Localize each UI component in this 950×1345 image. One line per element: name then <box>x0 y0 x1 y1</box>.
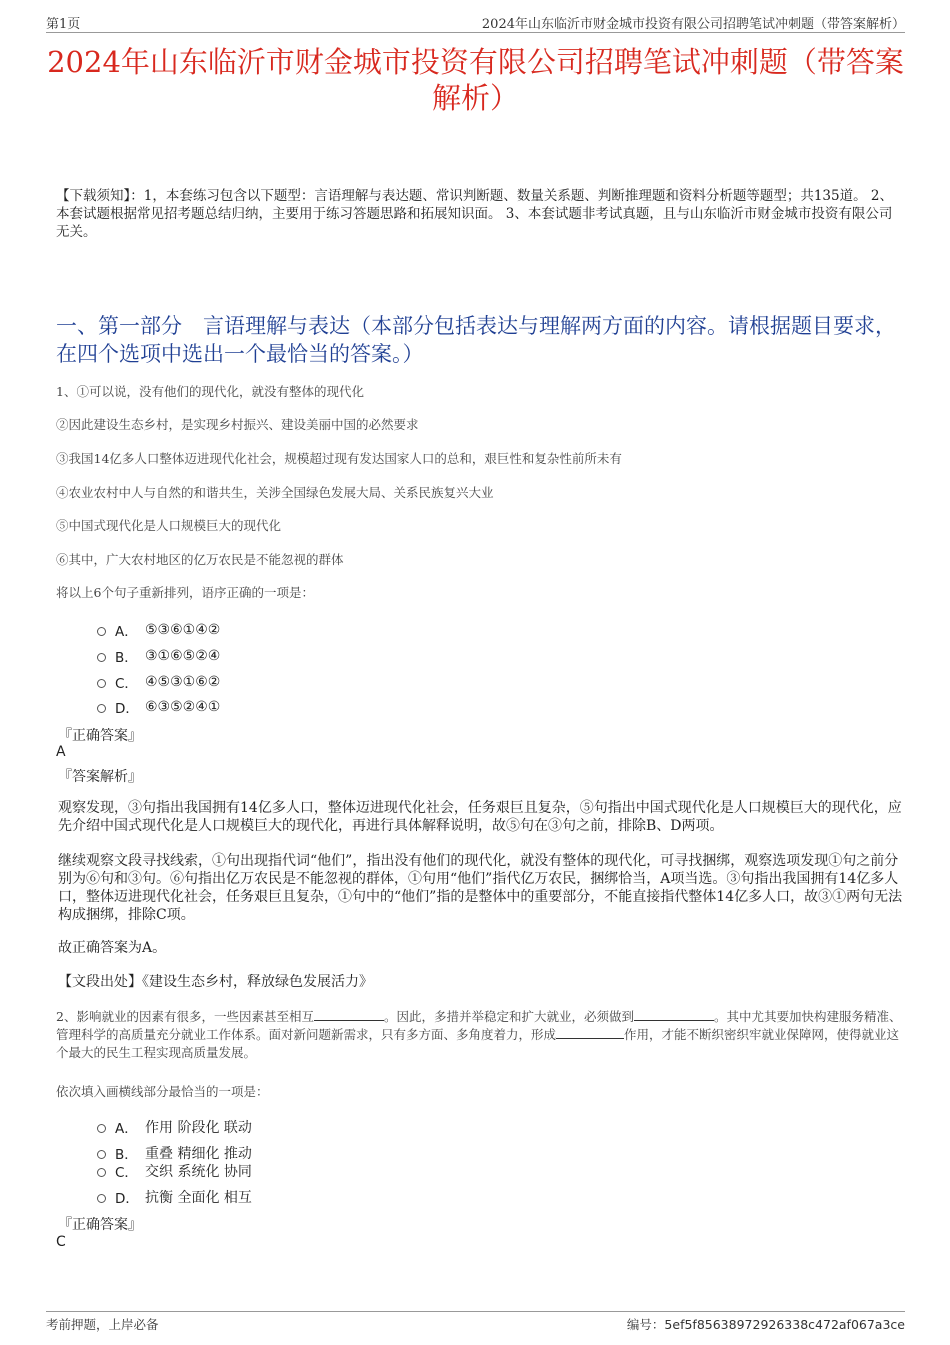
q1-analysis-heading: 『答案解析』 <box>58 769 142 785</box>
q1-line-4: ④农业农村中人与自然的和谐共生，关涉全国绿色发展大局、关系民族复兴大业 <box>56 485 494 500</box>
option-text: 作用 阶段化 联动 <box>145 1120 252 1136</box>
q2-option-c[interactable] <box>97 1161 252 1181</box>
q2-option-b[interactable] <box>97 1143 252 1163</box>
q2-option-d[interactable] <box>97 1187 252 1207</box>
q2-answer-heading: 『正确答案』 <box>58 1217 142 1233</box>
q2-prompt: 依次填入画横线部分最恰当的一项是： <box>56 1084 269 1099</box>
q2-stem <box>56 1008 902 1062</box>
q1-answer: A <box>56 744 66 760</box>
q1-option-b[interactable] <box>97 646 220 666</box>
q1-answer-heading: 『正确答案』 <box>58 728 142 744</box>
footer-divider <box>46 1311 905 1312</box>
q1-line-2: ②因此建设生态乡村，是实现乡村振兴、建设美丽中国的必然要求 <box>56 417 419 432</box>
option-label: C． <box>115 1165 138 1181</box>
radio-icon[interactable] <box>97 1168 106 1177</box>
q1-analysis-paragraph-1: 观察发现，③句指出我国拥有14亿多人口，整体迈进现代化社会，任务艰巨且复杂，⑤句指出中国式现代化是人口规模巨大的现代化，应先介绍中国式现代化是人口规模巨大的现代化，再进行具体解释说明，故⑤句在③句之前，排除B、D两项。 <box>58 800 902 834</box>
running-header-title: 2024年山东临沂市财金城市投资有限公司招聘笔试冲刺题（带答案解析） <box>481 17 905 32</box>
q1-source: 【文段出处】《建设生态乡村，释放绿色发展活力》 <box>58 974 373 990</box>
page-number: 第1页 <box>46 17 81 32</box>
radio-icon[interactable] <box>97 704 106 713</box>
option-label: B． <box>115 650 138 666</box>
radio-icon[interactable] <box>97 679 106 688</box>
footer-code-value: 5ef5f85638972926338c472af067a3ce <box>664 1317 905 1332</box>
option-text: ④⑤③①⑥② <box>145 674 221 690</box>
q1-option-c[interactable] <box>97 672 220 692</box>
q1-line-1: 1、①可以说，没有他们的现代化，就没有整体的现代化 <box>56 384 364 399</box>
footer-code <box>627 1315 905 1333</box>
option-text: 重叠 精细化 推动 <box>145 1146 252 1162</box>
q1-analysis-conclusion: 故正确答案为A。 <box>58 940 167 956</box>
blank-1 <box>314 1008 384 1021</box>
q1-option-a[interactable] <box>97 620 220 640</box>
header-divider <box>46 32 905 33</box>
option-label: A． <box>115 624 138 640</box>
option-label: D． <box>115 1191 139 1207</box>
q1-prompt: 将以上6个句子重新排列，语序正确的一项是： <box>56 585 314 600</box>
option-text: ③①⑥⑤②④ <box>145 648 221 664</box>
q1-line-5: ⑤中国式现代化是人口规模巨大的现代化 <box>56 518 282 533</box>
option-text: ⑥③⑤②④① <box>145 699 221 715</box>
radio-icon[interactable] <box>97 1194 106 1203</box>
q1-line-6: ⑥其中，广大农村地区的亿万农民是不能忽视的群体 <box>56 552 344 567</box>
blank-2 <box>634 1008 714 1021</box>
download-notice: 【下载须知】：1，本套练习包含以下题型：言语理解与表达题、常识判断题、数量关系题、判断推理题和资料分析题等题型；共135道。 2、本套试题根据常见招考题总结归纳，主要用于练习答题思路和拓展知识面。 3、本套试题非考试真题，且与山东临沂市财金城市投资有限公司无关。 <box>56 188 893 240</box>
radio-icon[interactable] <box>97 1150 106 1159</box>
q1-line-3: ③我国14亿多人口整体迈进现代化社会，规模超过现有发达国家人口的总和，艰巨性和复杂性前所未有 <box>56 451 622 466</box>
radio-icon[interactable] <box>97 627 106 636</box>
q2-stem-part-4: 作用，才能不断织密织牢就业保障网，使得就业这个最大的民生工程实现高质量发展。 <box>56 1027 900 1060</box>
q2-answer: C <box>56 1234 66 1250</box>
option-label: A． <box>115 1121 138 1137</box>
q2-stem-part-1: 2、影响就业的因素有很多，一些因素甚至相互 <box>56 1009 314 1024</box>
q1-analysis-paragraph-2: 继续观察文段寻找线索，①句出现指代词“他们”，指出没有他们的现代化，就没有整体的现代化，可寻找捆绑，观察选项发现①句之前分别为⑥句和③句。⑥句指出亿万农民是不能忽视的群体，①句用“他们”指代亿万农民，捆绑恰当，A项当选。③句指出我国拥有14亿多人口，整体迈进现代化社会，任务艰巨且复杂，①句中的“他们”指的是整体中的重要部分，不能直接指代整体14亿多人口，故③①两句无法构成捆绑，排除C项。 <box>58 853 903 923</box>
option-text: 抗衡 全面化 相互 <box>145 1190 252 1206</box>
option-label: D． <box>115 701 139 717</box>
q2-stem-part-2: 。因此，多措并举稳定和扩大就业，必须做到 <box>383 1009 634 1024</box>
footer-code-label: 编号： <box>626 1317 665 1332</box>
option-label: B． <box>115 1147 138 1163</box>
option-label: C． <box>115 676 138 692</box>
q1-option-d[interactable] <box>97 697 220 717</box>
section-heading: 一、第一部分 言语理解与表达（本部分包括表达与理解两方面的内容。请根据题目要求，在四个选项中选出一个最恰当的答案。） <box>56 314 896 366</box>
radio-icon[interactable] <box>97 1124 106 1133</box>
option-text: 交织 系统化 协同 <box>145 1164 252 1180</box>
q2-stem-part-3: 。其中尤其要加快构建服务精准、管理科学的高质量充分就业工作体系。面对新问题新需求，只有多方面、多角度着力，形成 <box>56 1009 902 1042</box>
q2-option-a[interactable] <box>97 1117 252 1137</box>
radio-icon[interactable] <box>97 653 106 662</box>
document-title: 2024年山东临沂市财金城市投资有限公司招聘笔试冲刺题（带答案解析） <box>47 45 904 115</box>
option-text: ⑤③⑥①④② <box>145 622 221 638</box>
blank-3 <box>556 1026 624 1039</box>
footer-slogan: 考前押题，上岸必备 <box>46 1317 159 1332</box>
